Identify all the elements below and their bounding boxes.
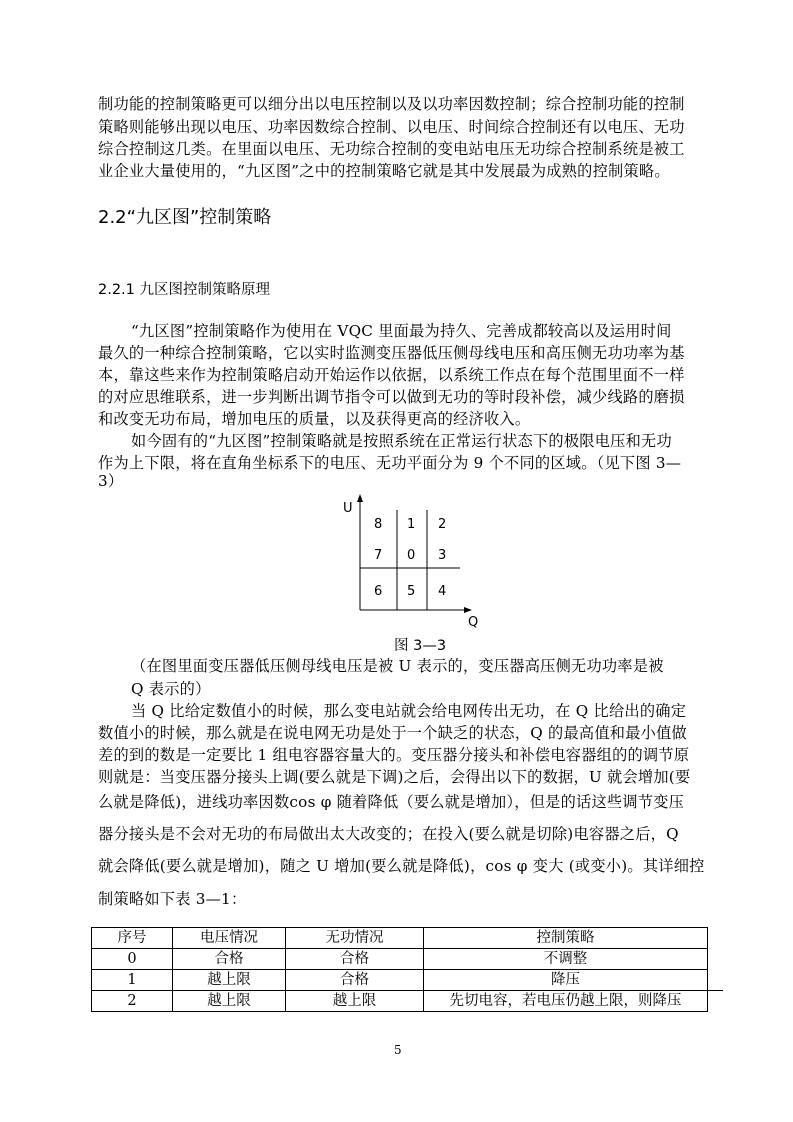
table-header-cell: 电压情况 bbox=[173, 928, 286, 949]
table-header-cell: 无功情况 bbox=[286, 928, 424, 949]
zone-label: 8 bbox=[374, 517, 383, 532]
figure-caption: 图 3—3 bbox=[394, 638, 447, 654]
text-line: 策略则能够出现以电压、功率因数综合控制、以电压、时间综合控制还有以电压、无功 bbox=[98, 118, 685, 136]
text-line: 最久的一种综合控制策略，它以实时监测变压器低压侧母线电压和高压侧无功功率为基 bbox=[98, 344, 685, 362]
text-line: 作为上下限，将在直角坐标系下的电压、无功平面分为 9 个不同的区域。（见下图 3— bbox=[98, 454, 682, 472]
zone-label: 7 bbox=[374, 548, 383, 563]
text-line: 器分接头是不会对无功的布局做出太大改变的；在投入(要么就是切除)电容器之后，Q bbox=[98, 825, 679, 843]
table-cell: 合格 bbox=[173, 949, 286, 970]
table-header-cell: 控制策略 bbox=[424, 928, 708, 949]
text-line: 和改变无功布局，增加电压的质量，以及获得更高的经济收入。 bbox=[98, 410, 531, 428]
q-axis-arrow-icon bbox=[464, 607, 472, 613]
table-cell: 1 bbox=[92, 970, 173, 991]
text-line: 么就是降低)，进线功率因数cos φ 随着降低（要么就是增加），但是的话这些调节变压 bbox=[98, 793, 685, 811]
control-strategy-table bbox=[91, 927, 708, 1012]
table-header-row bbox=[92, 928, 708, 949]
subsection-heading: 2.2.1 九区图控制策略原理 bbox=[98, 282, 271, 298]
zone-label: 6 bbox=[374, 584, 383, 599]
u-axis-arrow-icon bbox=[357, 494, 363, 502]
zone-label: 4 bbox=[438, 584, 447, 599]
u-axis-label: U bbox=[343, 501, 353, 516]
text-line: 当 Q 比给定数值小的时候，那么变电站就会给电网传出无功，在 Q 比给出的确定 bbox=[131, 702, 687, 720]
text-line: 的对应思维联系，进一步判断出调节指令可以做到无功的等时段补偿，减少线路的磨损 bbox=[98, 388, 685, 406]
nine-zone-diagram bbox=[340, 492, 490, 632]
text-line: “九区图”控制策略作为使用在 VQC 里面最为持久、完善成都较高以及运用时间 bbox=[131, 322, 672, 340]
table-cell: 降压 bbox=[424, 970, 708, 991]
zone-label: 2 bbox=[438, 517, 447, 532]
text-line: 制策略如下表 3—1： bbox=[98, 890, 247, 908]
table-row bbox=[92, 970, 708, 991]
table-cell: 越上限 bbox=[286, 991, 424, 1012]
text-line: 3） bbox=[98, 472, 124, 490]
table-cell: 越上限 bbox=[173, 970, 286, 991]
table-header-cell: 序号 bbox=[92, 928, 173, 949]
text-line: 业企业大量使用的，“九区图”之中的控制策略它就是其中发展最为成熟的控制策略。 bbox=[98, 162, 670, 180]
table-cell: 合格 bbox=[286, 970, 424, 991]
text-line: 则就是：当变压器分接头上调(要么就是下调)之后，会得出以下的数据，U 就会增加(要 bbox=[98, 768, 691, 786]
text-line: 综合控制这几类。在里面以电压、无功综合控制的变电站电压无功综合控制系统是被工 bbox=[98, 140, 685, 158]
text-line: 数值小的时候，那么就是在说电网无功是处于一个缺乏的状态，Q 的最高值和最小值做 bbox=[98, 724, 687, 742]
zone-label: 5 bbox=[407, 584, 416, 599]
q-axis-label: Q bbox=[468, 615, 479, 630]
zone-label: 1 bbox=[407, 517, 416, 532]
zone-label: 0 bbox=[407, 548, 416, 563]
table-row bbox=[92, 949, 708, 970]
table-divider bbox=[707, 990, 723, 991]
text-line: 就会降低(要么就是增加)，随之 U 增加(要么就是降低)，cos φ 变大 (或变小)。其详细控 bbox=[98, 857, 705, 875]
text-line: 如今固有的“九区图”控制策略就是按照系统在正常运行状态下的极限电压和无功 bbox=[131, 432, 672, 450]
zone-label: 3 bbox=[438, 548, 447, 563]
text-line: 制功能的控制策略更可以细分出以电压控制以及以功率因数控制；综合控制功能的控制 bbox=[98, 95, 685, 113]
table-cell: 不调整 bbox=[424, 949, 708, 970]
text-line: 本，靠这些来作为控制策略启动开始运作以依据，以系统工作点在每个范围里面不一样 bbox=[98, 366, 685, 384]
table-row bbox=[92, 991, 708, 1012]
page-number: 5 bbox=[394, 1043, 402, 1057]
text-line: 差的到的数是一定要比 1 组电容器容量大的。变压器分接头和补偿电容器组的的调节原 bbox=[98, 746, 690, 764]
nine-zone-diagram-svg bbox=[340, 492, 490, 632]
text-line: Q 表示的） bbox=[131, 680, 211, 698]
table-cell: 先切电容，若电压仍越上限，则降压 bbox=[424, 991, 708, 1012]
table-cell: 2 bbox=[92, 991, 173, 1012]
section-heading: 2.2“九区图”控制策略 bbox=[98, 207, 272, 228]
table-cell: 合格 bbox=[286, 949, 424, 970]
table-cell: 越上限 bbox=[173, 991, 286, 1012]
text-line: （在图里面变压器低压侧母线电压是被 U 表示的，变压器高压侧无功功率是被 bbox=[131, 657, 664, 675]
table-cell: 0 bbox=[92, 949, 173, 970]
